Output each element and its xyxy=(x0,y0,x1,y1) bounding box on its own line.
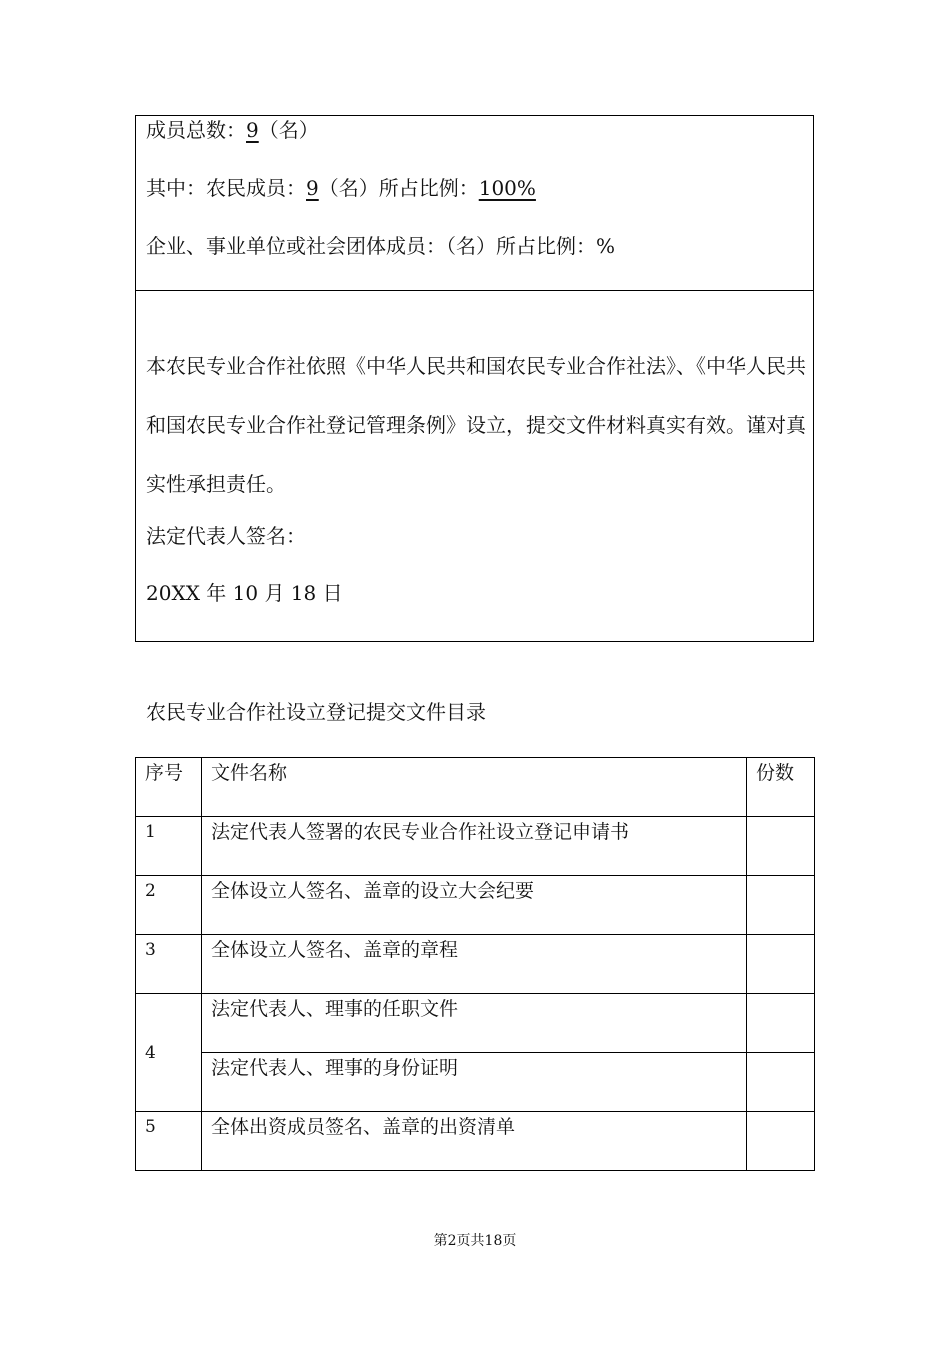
row-copies xyxy=(747,1112,815,1171)
header-no: 序号 xyxy=(136,758,202,817)
directory-table xyxy=(135,757,815,1171)
signature-label: 法定代表人签名： xyxy=(146,524,306,548)
row-copies xyxy=(747,994,815,1053)
row-name: 法定代表人签署的农民专业合作社设立登记申请书 xyxy=(202,817,747,876)
declaration-date: 20XX 年 10 月 18 日 xyxy=(146,581,343,605)
row-copies xyxy=(747,935,815,994)
declaration-box xyxy=(135,291,814,642)
row-copies xyxy=(747,817,815,876)
farmer-members-line xyxy=(146,176,536,200)
table-header-row xyxy=(136,758,815,817)
row-name: 全体设立人签名、盖章的设立大会纪要 xyxy=(202,876,747,935)
members-box xyxy=(135,115,814,291)
header-name: 文件名称 xyxy=(202,758,747,817)
row-copies xyxy=(747,876,815,935)
total-members-label: 成员总数： xyxy=(146,118,246,142)
table-row xyxy=(136,935,815,994)
row-copies xyxy=(747,1053,815,1112)
page-footer: 第2页共18页 xyxy=(433,1233,517,1249)
farmer-members-label: 其中：农民成员： xyxy=(146,176,306,200)
org-members-line: 企业、事业单位或社会团体成员：（名）所占比例：% xyxy=(146,234,616,258)
farmer-ratio-label: （名）所占比例： xyxy=(318,176,479,200)
row-name: 全体出资成员签名、盖章的出资清单 xyxy=(202,1112,747,1171)
farmer-ratio-value: 100% xyxy=(478,176,536,200)
row-no: 3 xyxy=(136,935,202,994)
row-no: 5 xyxy=(136,1112,202,1171)
table-row xyxy=(136,1112,815,1171)
total-members-unit: （名） xyxy=(258,118,319,142)
table-row xyxy=(136,876,815,935)
table-row xyxy=(136,994,815,1053)
row-name: 法定代表人、理事的任职文件 xyxy=(202,994,747,1053)
row-name: 法定代表人、理事的身份证明 xyxy=(202,1053,747,1112)
header-copies: 份数 xyxy=(747,758,815,817)
row-name: 全体设立人签名、盖章的章程 xyxy=(202,935,747,994)
directory-title: 农民专业合作社设立登记提交文件目录 xyxy=(146,700,486,724)
table-row xyxy=(136,1053,815,1112)
row-no: 2 xyxy=(136,876,202,935)
declaration-text: 本农民专业合作社依照《中华人民共和国农民专业合作社法》、《中华人民共和国农民专业合作社登记管理条例》设立，提交文件材料真实有效。谨对真实性承担责任。 xyxy=(146,354,806,496)
total-members-line xyxy=(146,118,319,142)
row-no: 4 xyxy=(136,994,202,1112)
total-members-value: 9 xyxy=(246,118,259,142)
farmer-members-value: 9 xyxy=(306,176,319,200)
row-no: 1 xyxy=(136,817,202,876)
table-row xyxy=(136,817,815,876)
